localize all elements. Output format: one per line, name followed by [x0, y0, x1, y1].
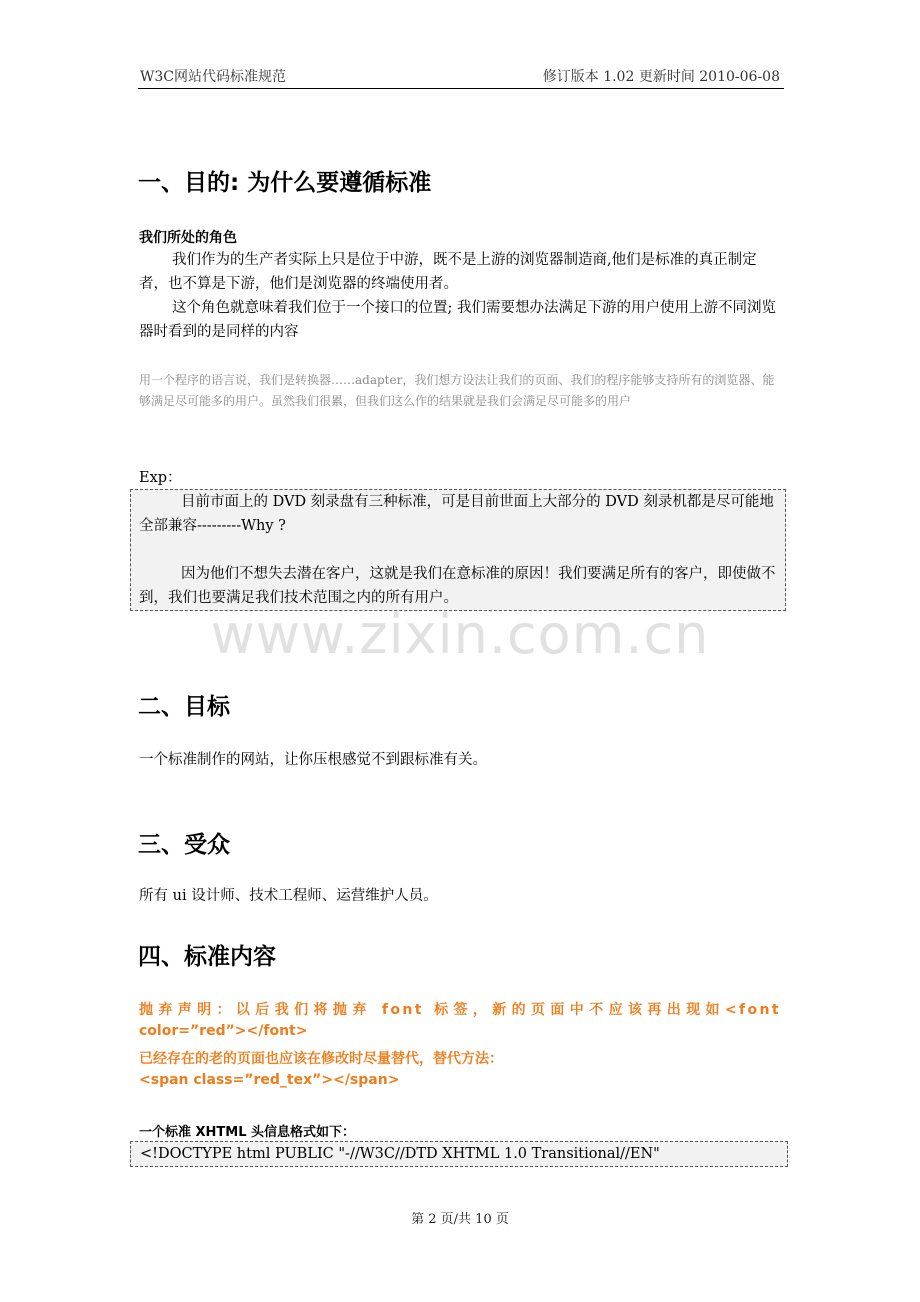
page-number: 第 2 页/共 10 页	[411, 1212, 509, 1227]
section3-text: 所有 ui 设计师、技术工程师、运营维护人员。	[139, 888, 438, 904]
deprecation-notice-line4: <span class=”red_tex”></span>	[139, 1072, 400, 1088]
section4-heading: 四、标准内容	[138, 944, 276, 970]
doctype-code-box: <!DOCTYPE html PUBLIC "-//W3C//DTD XHTML 1.0 Transitional//EN"	[130, 1141, 788, 1167]
example-box	[130, 489, 786, 611]
deprecation-notice-line1: 抛弃声明：以后我们将抛弃 font 标签，新的页面中不应该再出现如<font	[139, 1002, 781, 1018]
watermark: www.zixin.com.cn	[210, 603, 710, 666]
xhtml-label: 一个标准 XHTML 头信息格式如下：	[139, 1125, 356, 1140]
header-title: W3C网站代码标准规范	[140, 69, 287, 85]
section1-subheading: 我们所处的角色	[139, 230, 237, 246]
header-revision: 修订版本 1.02 更新时间 2010-06-08	[542, 69, 780, 85]
section1-heading: 一、目的: 为什么要遵循标准	[138, 170, 432, 196]
section1-paragraph-2: 这个角色就意味着我们位于一个接口的位置; 我们需要想办法满足下游的用户使用上游不同浏览器时看到的是同样的内容	[139, 300, 776, 340]
section2-heading: 二、目标	[138, 694, 230, 720]
deprecation-notice-line2: color=”red”></font>	[139, 1023, 308, 1039]
example-paragraph-2: 因为他们不想失去潜在客户，这就是我们在意标准的原因！我们要满足所有的客户，即使做不到，我们也要满足我们技术范围之内的所有用户。	[139, 566, 776, 606]
section1-note: 用一个程序的语言说，我们是转换器……adapter，我们想方设法让我们的页面、我们的程序能够支持所有的浏览器、能够满足尽可能多的用户。虽然我们很累，但我们这么作的结果就是我们会满足尽可能多的用户	[139, 373, 775, 408]
section2-text: 一个标准制作的网站，让你压根感觉不到跟标准有关。	[139, 752, 487, 768]
exp-label: Exp：	[139, 470, 182, 486]
section1-paragraph-1: 我们作为的生产者实际上只是位于中游，既不是上游的浏览器制造商,他们是标准的真正制定者，也不算是下游，他们是浏览器的终端使用者。	[139, 252, 757, 292]
section3-heading: 三、受众	[138, 832, 230, 858]
deprecation-notice-line3: 已经存在的老的页面也应该在修改时尽量替代，替代方法：	[139, 1051, 503, 1067]
example-paragraph-1: 目前市面上的 DVD 刻录盘有三种标准，可是目前世面上大部分的 DVD 刻录机都是尽可能地全部兼容---------Why ?	[139, 494, 774, 534]
header-divider	[138, 88, 784, 89]
